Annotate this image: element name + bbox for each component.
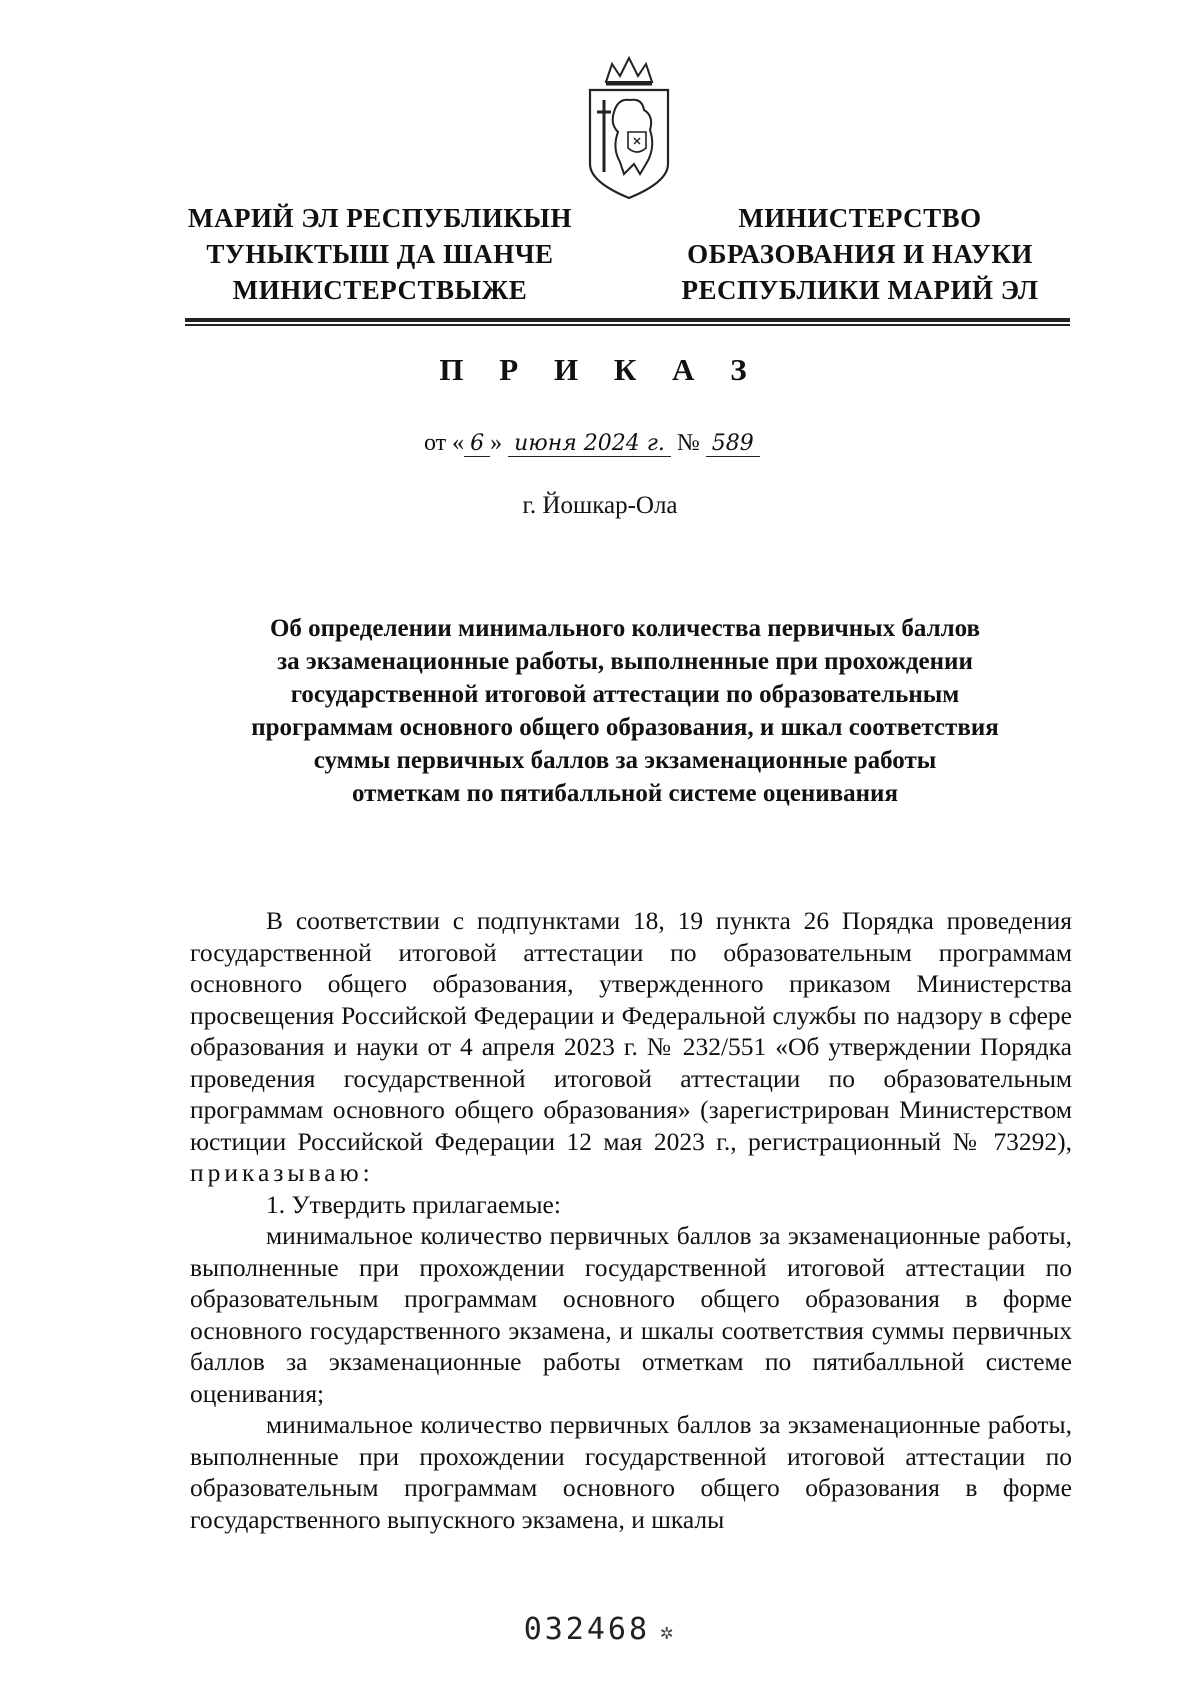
- date-day: 6: [464, 431, 490, 457]
- subject-line: суммы первичных баллов за экзаменационные работы: [313, 747, 937, 774]
- body-paragraph: [190, 905, 1072, 1189]
- coat-of-arms-emblem: [584, 52, 674, 202]
- header-right-line: РЕСПУБЛИКИ МАРИЙ ЭЛ: [681, 275, 1039, 305]
- subject-line: программам основного общего образования, и шкал соответствия: [251, 714, 999, 741]
- header-divider-thick: [185, 318, 1070, 322]
- order-verb: приказываю:: [190, 1158, 374, 1187]
- header-marian: [160, 200, 600, 308]
- header-left-line: МИНИСТЕРСТВЫЖЕ: [232, 275, 528, 305]
- header-left-line: МАРИЙ ЭЛ РЕСПУБЛИКЫН: [188, 203, 572, 233]
- body-paragraph: минимальное количество первичных баллов за экзаменационные работы, выполненные при прохождении государственной итоговой аттестации по образовательным программам основного общего образования в форме государственного выпускного экзамена, и шкалы: [190, 1410, 1072, 1534]
- subject-line: за экзаменационные работы, выполненные при прохождении: [277, 648, 973, 675]
- header-right-line: МИНИСТЕРСТВО: [738, 203, 982, 233]
- header-right-line: ОБРАЗОВАНИЯ И НАУКИ: [687, 239, 1033, 269]
- subject-line: Об определении минимального количества первичных баллов: [269, 615, 981, 642]
- header-left-line: ТУНЫКТЫШ ДА ШАНЧЕ: [206, 239, 554, 269]
- serial-number: 032468: [523, 1612, 651, 1647]
- form-serial: [0, 1612, 1200, 1647]
- date-month-year: июня 2024 г.: [508, 431, 671, 457]
- star-seal-icon: ✲: [660, 1620, 677, 1645]
- preamble-text: В соответствии с подпунктами 18, 19 пункта 26 Порядка проведения государственной итоговой аттестации по образовательным программам основного общего образования, утвержденного приказом Министерства просвещения Российской Федерации и Федеральной службы по надзору в сфере образования и науки от 4 апреля 2023 г. № 232/551 «Об утверждении Порядка проведения государственной итоговой аттестации по образовательным программам основного общего образования» (зарегистрирован Министерством юстиции Российской Федерации 12 мая 2023 г., регистрационный № 73292),: [190, 906, 1072, 1156]
- body-paragraph: 1. Утвердить прилагаемые:: [266, 1189, 561, 1219]
- date-number-line: [424, 430, 760, 457]
- date-mid: »: [490, 430, 503, 456]
- header-divider-thin: [185, 324, 1070, 326]
- subject-line: государственной итоговой аттестации по образовательным: [290, 681, 960, 708]
- body-paragraph: минимальное количество первичных баллов за экзаменационные работы, выполненные при прохождении государственной итоговой аттестации по образовательным программам основного общего образования в форме основного государственного экзамена, и шкалы соответствия суммы первичных баллов за экзаменационные работы отметкам по пятибалльной системе оценивания;: [190, 1221, 1072, 1408]
- order-number: 589: [706, 431, 760, 457]
- city: г. Йошкар-Ола: [522, 492, 678, 519]
- document-title: П Р И К А З: [439, 352, 761, 387]
- date-prefix: от «: [424, 430, 465, 456]
- header-russian: [655, 200, 1065, 308]
- number-label: №: [676, 430, 700, 456]
- subject-line: отметкам по пятибалльной системе оценивания: [352, 780, 898, 807]
- order-body: [190, 905, 1072, 1535]
- order-subject: [180, 612, 1070, 810]
